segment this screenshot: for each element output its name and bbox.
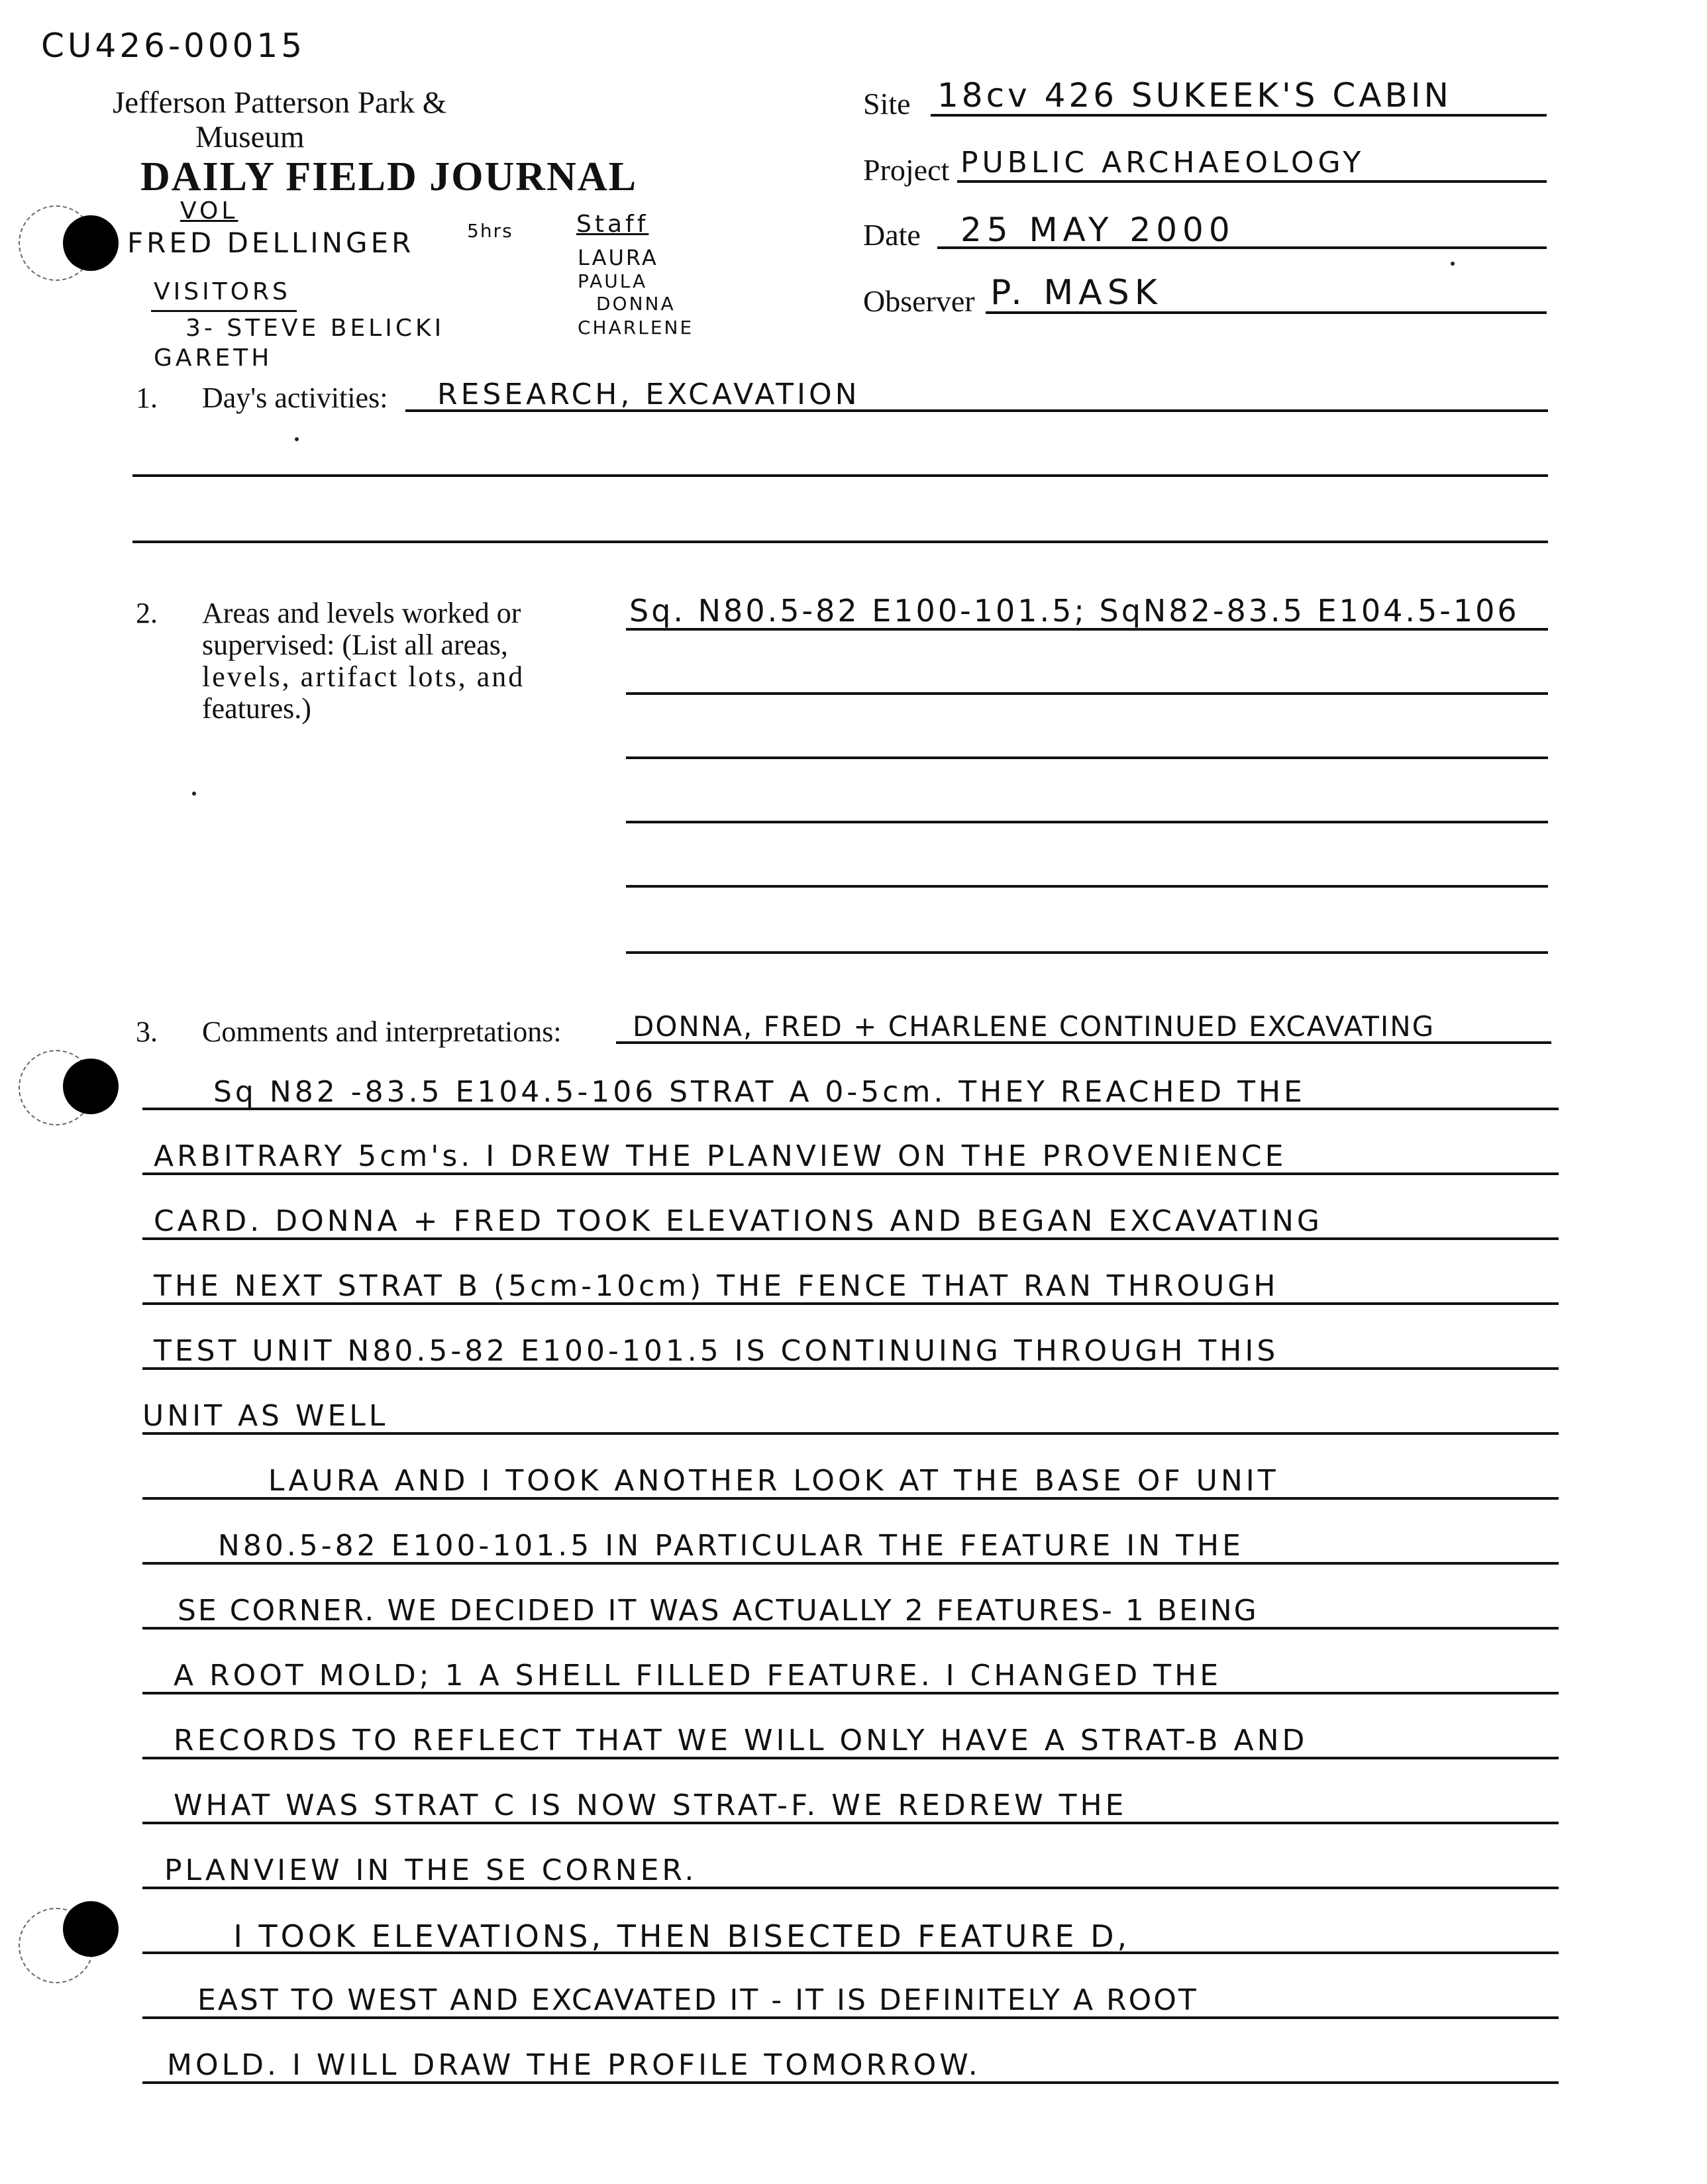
section1-value: RESEARCH, EXCAVATION [437,378,860,411]
comment-line: CARD. DONNA + FRED TOOK ELEVATIONS AND BEGAN EXCAVATING [154,1204,1323,1238]
comment-line: N80.5-82 E100-101.5 IN PARTICULAR THE FEATURE IN THE [142,1529,1244,1563]
speck [1451,262,1455,266]
section2-value: Sq. N80.5-82 E100-101.5; SqN82-83.5 E104.5-106 [629,593,1520,629]
section2-label: features.) [202,692,311,725]
section1-number: 1. [136,382,158,414]
comment-rule [142,1172,1559,1175]
speck [192,792,196,796]
comment-line: RECORDS TO REFLECT THAT WE WILL ONLY HAVE A STRAT-B AND [174,1724,1308,1757]
staff-label: Staff [576,211,649,238]
section2-number: 2. [136,597,158,629]
comment-line: SE CORNER. WE DECIDED IT WAS ACTUALLY 2 FEATURES- 1 BEING [178,1594,1259,1628]
staff-name: LAURA [578,245,658,270]
comment-rule [142,1237,1559,1240]
section2-label: supervised: (List all areas, [202,629,508,661]
date-line [937,246,1547,249]
site-label: Site [863,87,911,121]
section1-line [405,409,1548,412]
comment-rule [142,1692,1559,1694]
visitors-label: VISITORS [154,278,291,305]
section2-line [626,951,1548,954]
staff-name: DONNA [596,293,676,315]
comment-rule [142,1108,1559,1110]
organization-name-line2: Museum [195,120,305,154]
comment-rule [616,1041,1551,1044]
section3-number: 3. [136,1015,158,1048]
comment-line: DONNA, FRED + CHARLENE CONTINUED EXCAVATING [633,1010,1435,1043]
comment-line: MOLD. I WILL DRAW THE PROFILE TOMORROW. [167,2048,981,2082]
section1-label: Day's activities: [202,382,388,414]
comment-line: THE NEXT STRAT B (5cm-10cm) THE FENCE THAT RAN THROUGH [154,1269,1279,1303]
comment-rule [142,1951,1559,1954]
project-line [957,180,1547,183]
comment-line: EAST TO WEST AND EXCAVATED IT - IT IS DEFINITELY A ROOT [197,1983,1198,2017]
section2-line [626,628,1548,631]
comment-rule [142,1757,1559,1759]
comment-line: TEST UNIT N80.5-82 E100-101.5 IS CONTINUING THROUGH THIS [154,1334,1279,1368]
document-code: CU426-00015 [41,26,306,65]
comment-rule [142,2016,1559,2019]
comment-line: LAURA AND I TOOK ANOTHER LOOK AT THE BASE OF UNIT [142,1464,1279,1498]
section2-line [626,692,1548,695]
section1-line [132,474,1548,477]
section3-label: Comments and interpretations: [202,1015,562,1048]
project-label: Project [863,153,950,187]
date-value: 25 MAY 2000 [960,211,1235,249]
section2-line [626,885,1548,888]
observer-label: Observer [863,284,975,318]
comment-rule [142,1497,1559,1500]
visitor-name: GARETH [154,344,273,372]
vol-label: VOL [180,197,238,225]
comment-rule [142,1432,1559,1435]
section1-line [132,541,1548,543]
comment-rule [142,1822,1559,1824]
comment-rule [142,1302,1559,1305]
organization-name: Jefferson Patterson Park & [113,85,447,120]
vol-hours: 5hrs [467,220,513,242]
comment-line: WHAT WAS STRAT C IS NOW STRAT-F. WE REDREW THE [174,1789,1127,1822]
observer-value: P. MASK [990,273,1163,313]
observer-line [986,311,1547,314]
section2-label: Areas and levels worked or [202,597,521,629]
section2-label: levels, artifact lots, and [202,660,525,693]
visitors-underline [151,310,297,312]
comment-rule [142,1887,1559,1889]
comment-rule [142,1367,1559,1370]
comment-rule [142,1627,1559,1630]
comment-line: ARBITRARY 5cm's. I DREW THE PLANVIEW ON THE PROVENIENCE [154,1139,1287,1173]
comment-line: Sq N82 -83.5 E104.5-106 STRAT A 0-5cm. THEY REACHED THE [213,1075,1306,1109]
vol-name: FRED DELLINGER [127,227,415,259]
site-line [931,114,1547,117]
form-title: DAILY FIELD JOURNAL [140,154,637,199]
comment-rule [142,2081,1559,2084]
punch-hole [63,1059,119,1114]
site-value: 18cv 426 SUKEEK'S CABIN [937,76,1452,115]
date-label: Date [863,218,921,252]
comment-line: PLANVIEW IN THE SE CORNER. [164,1853,698,1887]
comment-rule [142,1562,1559,1565]
comment-line: A ROOT MOLD; 1 A SHELL FILLED FEATURE. I CHANGED THE [174,1659,1221,1692]
staff-name: PAULA [578,270,648,292]
speck [295,437,299,441]
section2-line [626,821,1548,823]
comment-line: I TOOK ELEVATIONS, THEN BISECTED FEATURE D, [142,1918,1131,1954]
section2-line [626,756,1548,759]
punch-hole [63,1901,119,1957]
visitor-name: 3- STEVE BELICKI [185,315,445,342]
punch-hole [63,215,119,271]
project-value: PUBLIC ARCHAEOLOGY [960,146,1365,180]
staff-name: CHARLENE [578,317,694,338]
comment-line: UNIT AS WELL [142,1399,389,1433]
